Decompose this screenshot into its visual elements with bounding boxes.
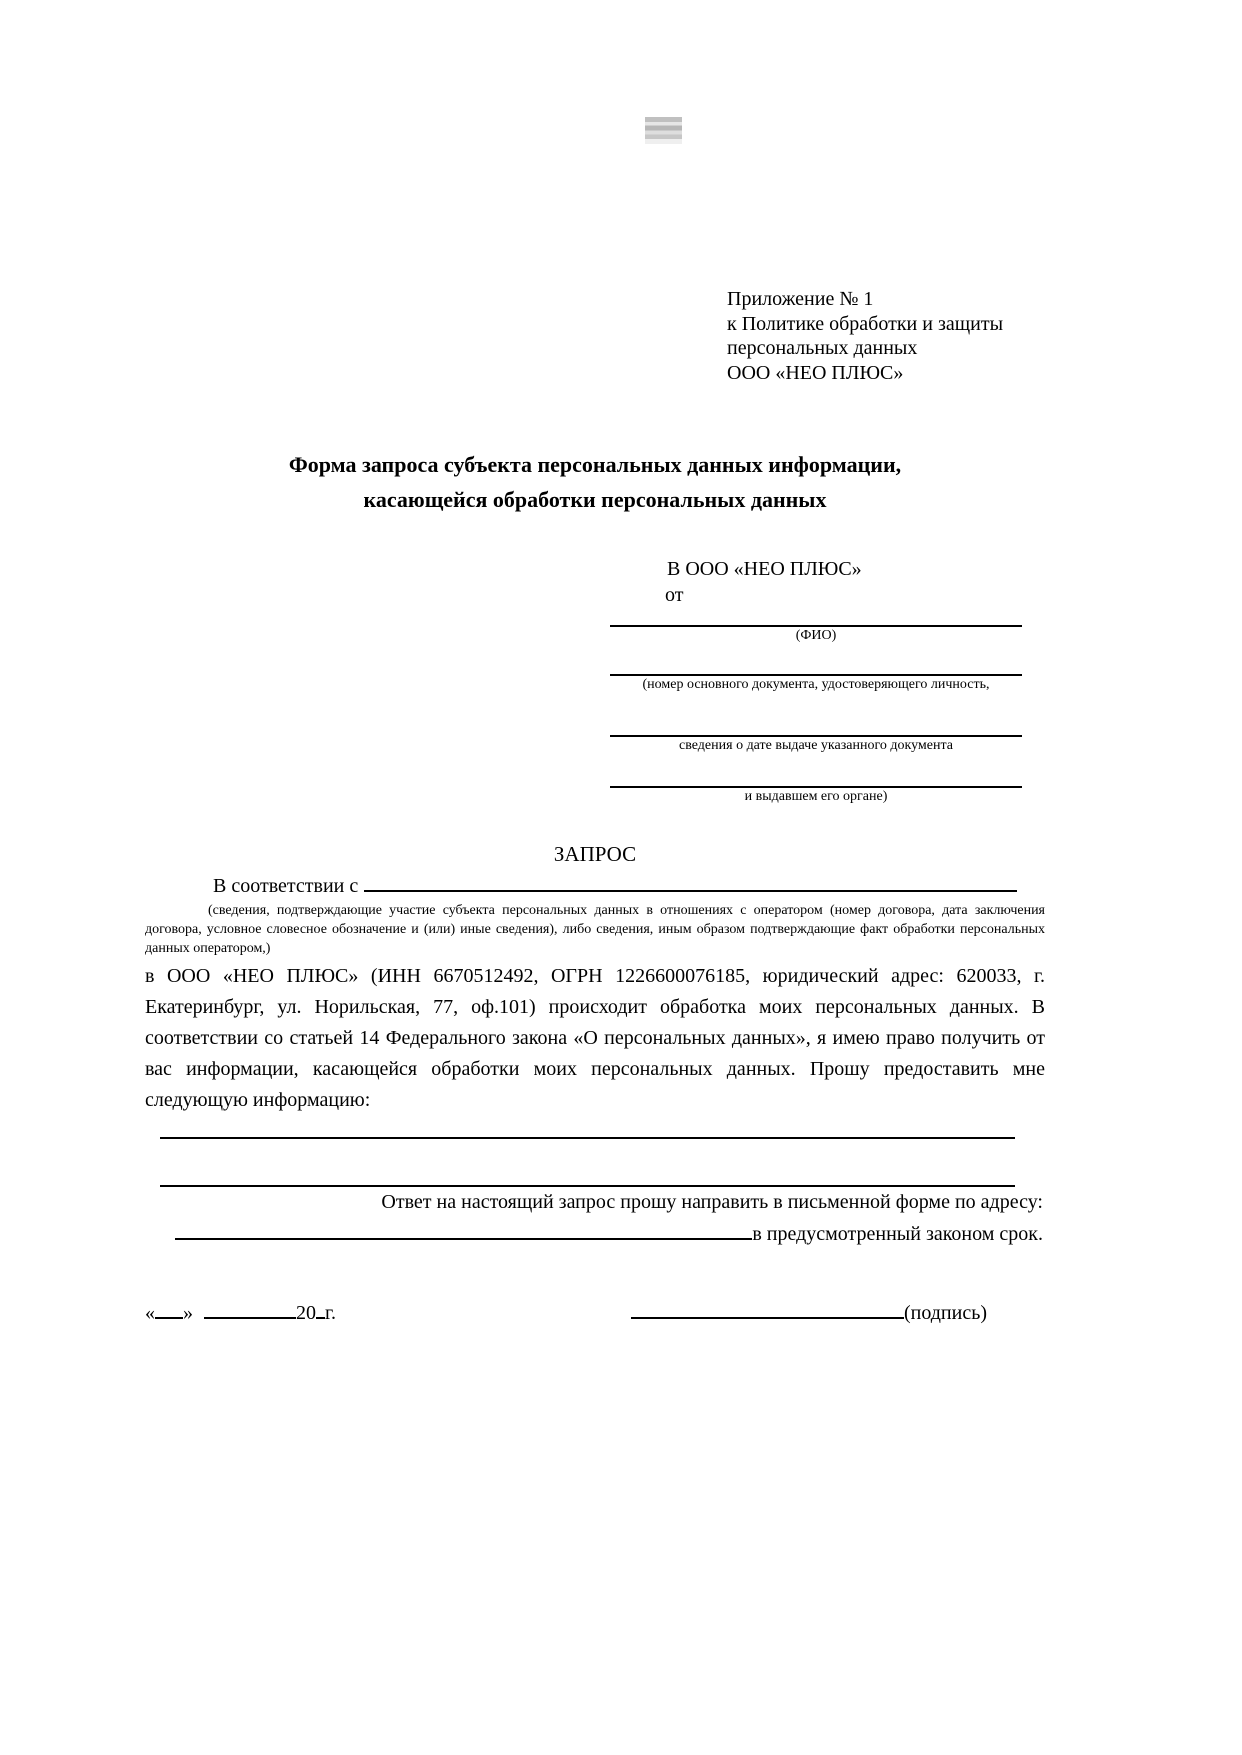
appendix-block: [727, 287, 1003, 385]
request-heading: ЗАПРОС: [553, 842, 637, 866]
signature-blank-line: [631, 1303, 904, 1319]
addressee-to: В ООО «НЕО ПЛЮС»: [667, 558, 862, 580]
answer-suffix: в предусмотренный законом срок.: [752, 1223, 1043, 1245]
fio-caption: (ФИО): [795, 628, 837, 643]
year-suffix: г.: [325, 1302, 336, 1324]
scan-artifact-logo: [645, 117, 682, 144]
intro-blank-line: [364, 872, 1017, 892]
issue-date-caption: сведения о дате выдаче указанного документа: [679, 738, 953, 753]
answer-address-line: [145, 1220, 1043, 1248]
signature-field: [631, 1300, 987, 1327]
date-field: [145, 1300, 336, 1327]
day-blank-line: [155, 1303, 183, 1319]
document-title-line1: Форма запроса субъекта персональных данных информации,: [288, 452, 902, 477]
address-blank-line: [175, 1220, 752, 1240]
appendix-line: ООО «НЕО ПЛЮС»: [727, 361, 904, 384]
appendix-line: персональных данных: [727, 337, 918, 359]
document-title-line2: касающейся обработки персональных данных: [363, 487, 827, 512]
body-paragraph: в ООО «НЕО ПЛЮС» (ИНН 6670512492, ОГРН 1226600076185, юридический адрес: 620033, г. Екатеринбург, ул. Норильская, 77, оф.101) происходит обработка моих персональных данных. В соответствии со статьей 14 Федерального закона «О персональных данных», я имею право получить от вас информации, касающейся обработки моих персональных данных. Прошу предоставить мне следующую информацию:: [145, 965, 1045, 1111]
date-signature-row: [145, 1300, 1045, 1327]
year-blank-line: [316, 1303, 325, 1319]
answer-instruction: Ответ на настоящий запрос прошу направить в письменной форме по адресу:: [381, 1191, 1043, 1213]
document-title: [145, 447, 1045, 517]
appendix-line: к Политике обработки и защиты: [727, 312, 1004, 335]
document-number-caption: (номер основного документа, удостоверяющего личность,: [642, 677, 990, 692]
addressee-from-label: от: [665, 584, 684, 606]
signature-caption: (подпись): [903, 1302, 987, 1324]
intro-prefix: В соответствии с: [213, 875, 359, 897]
intro-line: [145, 872, 1045, 899]
date-quote-close: »: [183, 1302, 193, 1324]
information-blank-line-1: [160, 1137, 1015, 1139]
date-quote-open: «: [145, 1302, 155, 1324]
fine-print-note: (сведения, подтверждающие участие субъекта персональных данных в отношениях с оператором (номер договора, дата заключения договора, условное словесное обозначение и (или) иные сведения), либо сведения, иным образом подтверждающие факт обработки персональных данных оператором,): [145, 903, 1045, 956]
appendix-line: Приложение № 1: [727, 288, 874, 310]
month-blank-line: [204, 1303, 296, 1319]
issuing-authority-caption: и выдавшем его органе): [744, 789, 888, 804]
information-blank-line-2: [160, 1185, 1015, 1187]
addressee-block: [610, 556, 1022, 806]
year-prefix: 20: [296, 1302, 316, 1324]
